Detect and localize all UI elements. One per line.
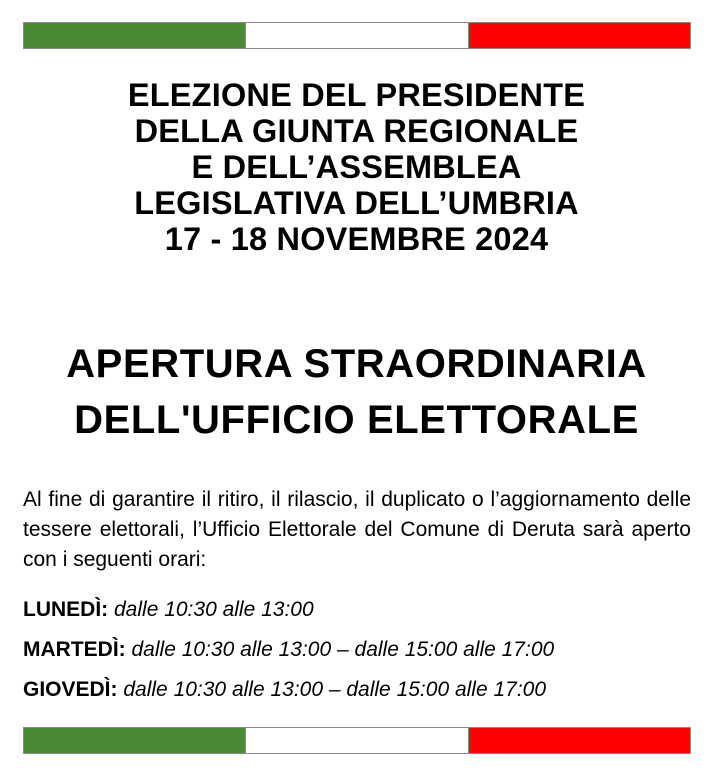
election-dates: 17 - 18 NOVEMBRE 2024 [164, 221, 549, 257]
schedule-row-thursday [23, 672, 691, 712]
hours-text: dalle 10:30 alle 13:00 [114, 598, 314, 621]
subtitle-line: DELL'UFFICIO ELETTORALE [74, 398, 639, 442]
opening-hours-list [23, 592, 691, 712]
flag-green-segment [24, 728, 245, 753]
flag-green-segment [24, 23, 245, 48]
schedule-row-tuesday [23, 632, 691, 672]
schedule-row-monday [23, 592, 691, 632]
title-line: DELLA GIUNTA REGIONALE [134, 113, 579, 149]
hours-text: dalle 10:30 alle 13:00 – dalle 15:00 alle 17:00 [131, 638, 555, 661]
flag-bar-bottom [23, 727, 691, 754]
notice-paragraph: Al fine di garantire il ritiro, il rilascio, il duplicato o l’aggiornamento delle tessere elettorali, l’Ufficio Elettorale del Comune di Deruta sarà aperto con i seguenti orari: [23, 488, 691, 571]
hours-text: dalle 10:30 alle 13:00 – dalle 15:00 alle 17:00 [123, 678, 547, 701]
flag-bar-top [23, 22, 691, 49]
office-opening-heading [0, 336, 713, 448]
flag-red-segment [468, 728, 690, 753]
flag-white-segment [245, 23, 467, 48]
day-label: MARTEDÌ: [23, 638, 132, 661]
title-line: ELEZIONE DEL PRESIDENTE [127, 77, 586, 113]
flag-red-segment [468, 23, 690, 48]
title-line: LEGISLATIVA DELL’UMBRIA [134, 185, 579, 221]
day-label: LUNEDÌ: [23, 598, 114, 621]
title-line: E DELL’ASSEMBLEA [191, 149, 522, 185]
day-label: GIOVEDÌ: [23, 678, 124, 701]
flag-white-segment [245, 728, 467, 753]
election-title [0, 77, 713, 257]
subtitle-line: APERTURA STRAORDINARIA [66, 342, 647, 386]
